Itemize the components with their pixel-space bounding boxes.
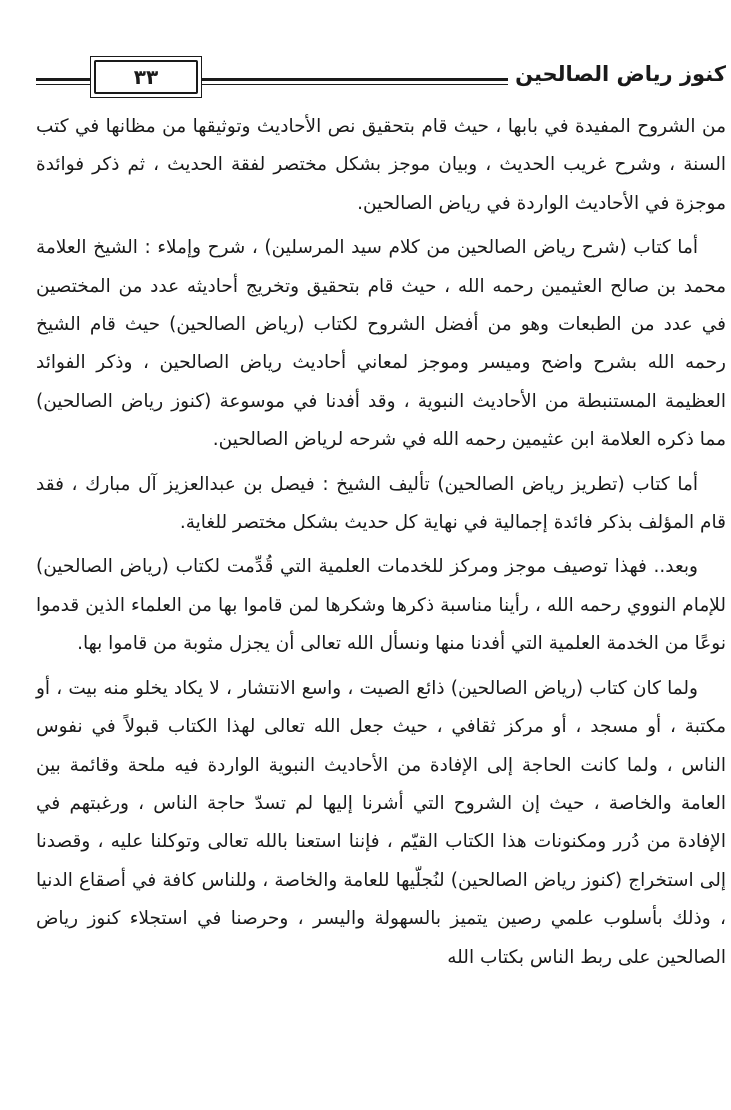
header-rule-left-thick — [36, 78, 90, 81]
header-rule-right-thick — [202, 78, 508, 81]
paragraph-5: ولما كان كتاب (رياض الصالحين) ذائع الصيت ، واسع الانتشار ، لا يكاد يخلو منه بيت ، أو مكتبة ، أو مسجد ، أو مركز ثقافي ، حيث جعل الله تعالى لهذا الكتاب قبولاً في نفوس الناس ، ولما كانت الحاجة إلى الإفادة من الأحاديث النبوية الواردة فيه ملحة وقائمة بين العامة والخاصة ، حيث إن الشروح التي أشرنا إليها لم تسدّ حاجة الناس ، ورغبتهم في الإفادة من دُرر ومكنونات هذا الكتاب القيّم ، فإننا استعنا بالله تعالى وتوكلنا عليه ، وقصدنا إلى استخراج (كنوز رياض الصالحين) لنُجلّيها للعامة والخاصة ، وللناس كافة في أصقاع الدنيا ، وذلك بأسلوب علمي رصين يتميز بالسهولة واليسر ، وحرصنا في استجلاء كنوز رياض الصالحين على ربط الناس بكتاب الله — [36, 677, 726, 968]
paragraph-1: من الشروح المفيدة في بابها ، حيث قام بتحقيق نص الأحاديث وتوثيقها من مظانها في كتب السنة ، وشرح غريب الحديث ، وبيان موجز بشكل مختصر لفقة الحديث ، ثم ذكر فوائدة موجزة في الأحاديث الواردة في رياض الصالحين. — [36, 116, 726, 214]
paragraph-4: وبعد.. فهذا توصيف موجز ومركز للخدمات العلمية التي قُدِّمت لكتاب (رياض الصالحين) للإمام النووي رحمه الله ، رأينا مناسبة ذكرها وشكرها لمن قاموا بها من العلماء الذين قدموا نوعًا من الخدمة العلمية التي أفدنا منها ونسأل الله تعالى أن يجزل مثوبة من قاموا بها. — [36, 556, 726, 655]
body-text — [36, 108, 726, 977]
running-header — [36, 56, 726, 102]
header-rule-right-thin — [202, 84, 508, 85]
paragraph-2: أما كتاب (شرح رياض الصالحين من كلام سيد المرسلين) ، شرح وإملاء : الشيخ العلامة محمد بن صالح العثيمين رحمه الله ، حيث قام بتحقيق وتخريج أحاديثه عدد من المختصين في عدد من الطبعات وهو من أفضل الشروح لكتاب (رياض الصالحين) حيث قام الشيخ رحمه الله بشرح واضح وميسر وموجز لمعاني أحاديث رياض الصالحين ، وذكر الفوائد العظيمة المستنبطة من الأحاديث النبوية ، وقد أفدنا في موسوعة (كنوز رياض الصالحين) مما ذكره العلامة ابن عثيمين رحمه الله في شرحه لرياض الصالحين. — [36, 237, 726, 451]
header-rule-left-thin — [36, 84, 90, 85]
paragraph-3: أما كتاب (تطريز رياض الصالحين) تأليف الشيخ : فيصل بن عبدالعزيز آل مبارك ، فقد قام المؤلف بذكر فائدة إجمالية في نهاية كل حديث بشكل مختصر للغاية. — [36, 473, 726, 534]
header-title: كنوز رياض الصالحين — [515, 62, 726, 86]
page-number: ٣٣ — [94, 60, 198, 94]
